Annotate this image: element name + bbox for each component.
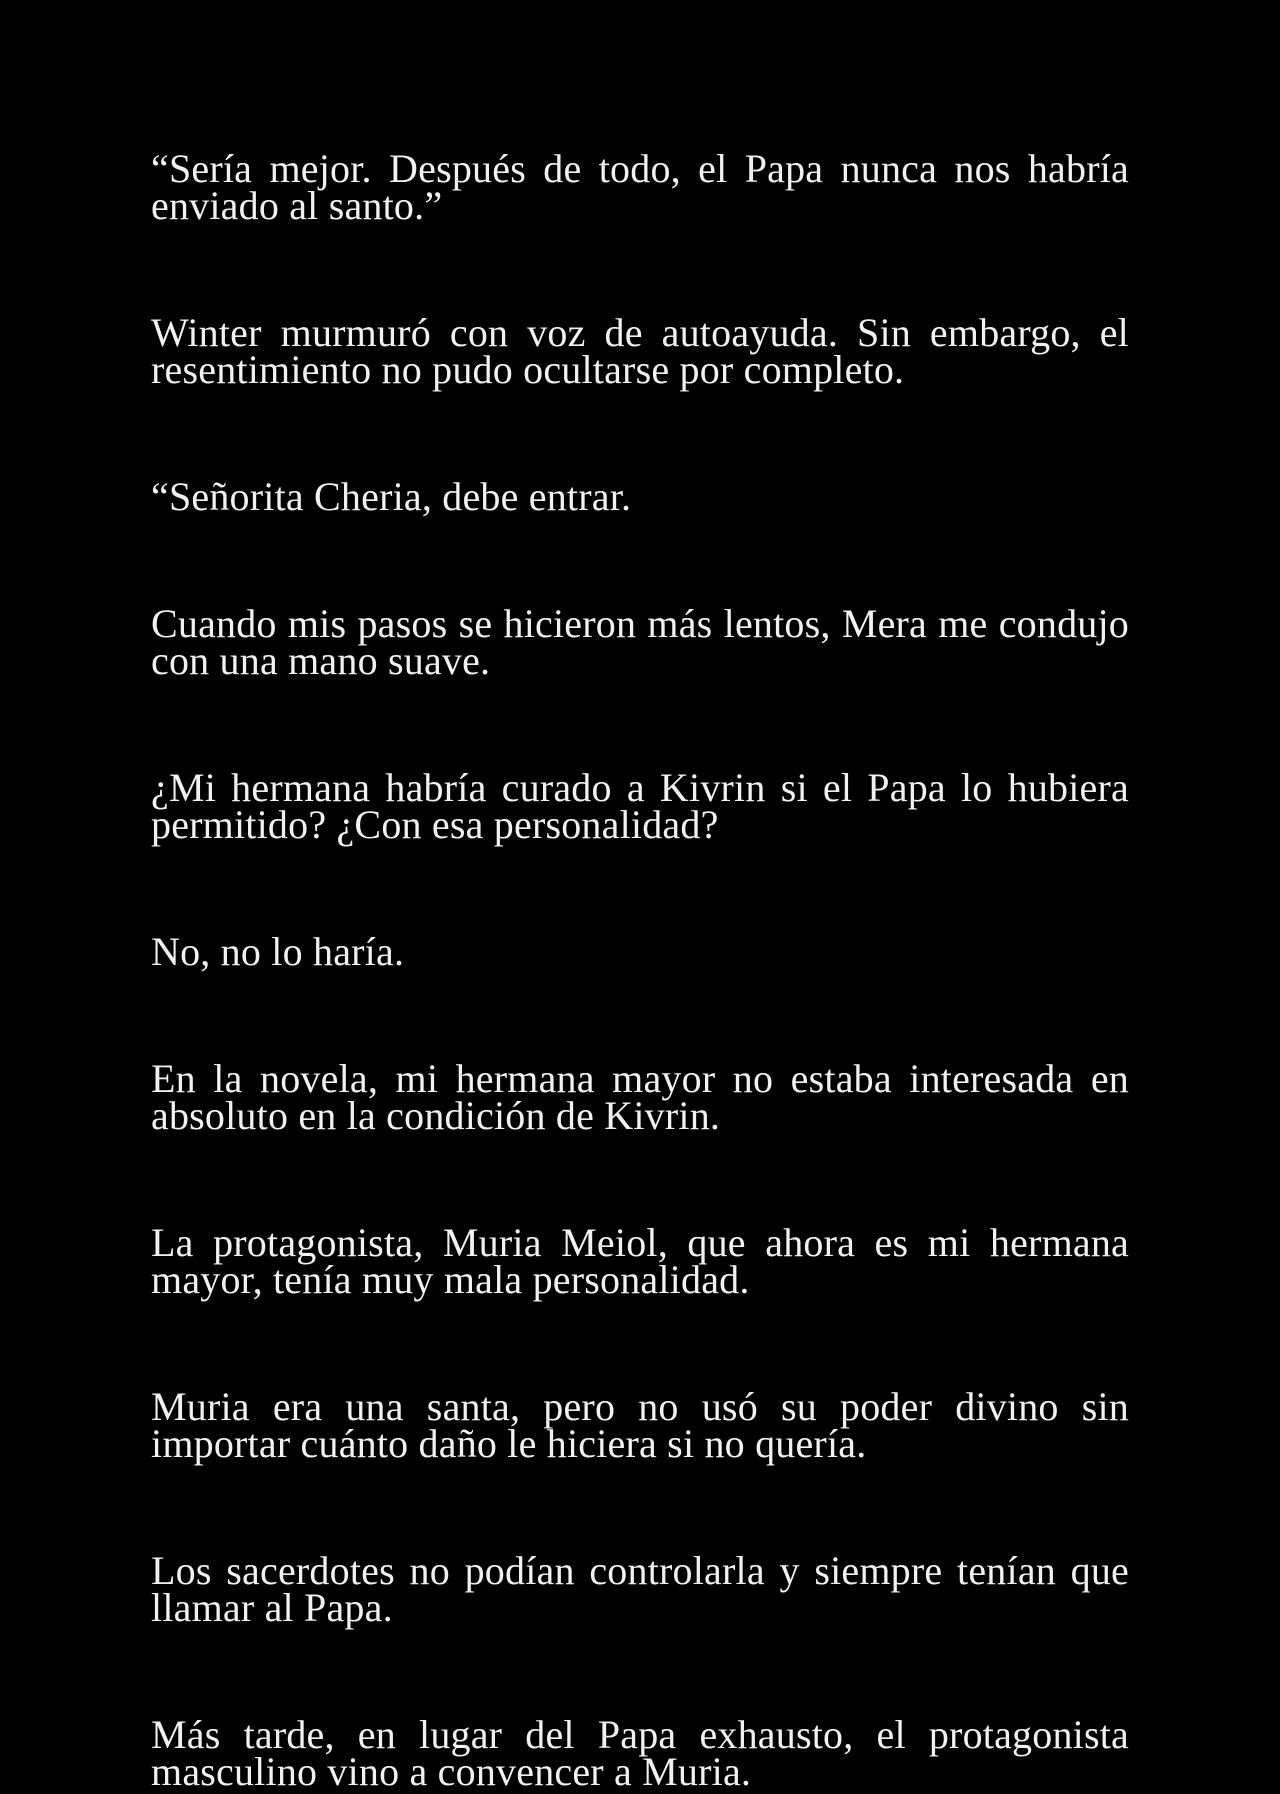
paragraph: En la novela, mi hermana mayor no estaba interesada en absoluto en la condición de Kivrin. xyxy=(151,1056,1129,1138)
paragraph: No, no lo haría. xyxy=(151,929,405,974)
paragraph: Cuando mis pasos se hicieron más lentos, Mera me condujo con una mano suave. xyxy=(151,601,1129,683)
paragraph: Muria era una santa, pero no usó su poder divino sin importar cuánto daño le hiciera si no quería. xyxy=(151,1384,1129,1466)
paragraph: La protagonista, Muria Meiol, que ahora es mi hermana mayor, tenía muy mala personalidad. xyxy=(151,1220,1129,1302)
paragraph: Más tarde, en lugar del Papa exhausto, el protagonista masculino vino a convencer a Muria. xyxy=(151,1712,1129,1794)
paragraph: ¿Mi hermana habría curado a Kivrin si el Papa lo hubiera permitido? ¿Con esa personalidad? xyxy=(151,765,1129,847)
paragraph: “Señorita Cheria, debe entrar. xyxy=(151,474,632,519)
story-text xyxy=(151,146,1129,1794)
paragraph: Winter murmuró con voz de autoayuda. Sin embargo, el resentimiento no pudo ocultarse por completo. xyxy=(151,310,1129,392)
paragraph: “Sería mejor. Después de todo, el Papa nunca nos habría enviado al santo.” xyxy=(151,146,1129,228)
paragraph: Los sacerdotes no podían controlarla y siempre tenían que llamar al Papa. xyxy=(151,1548,1129,1630)
